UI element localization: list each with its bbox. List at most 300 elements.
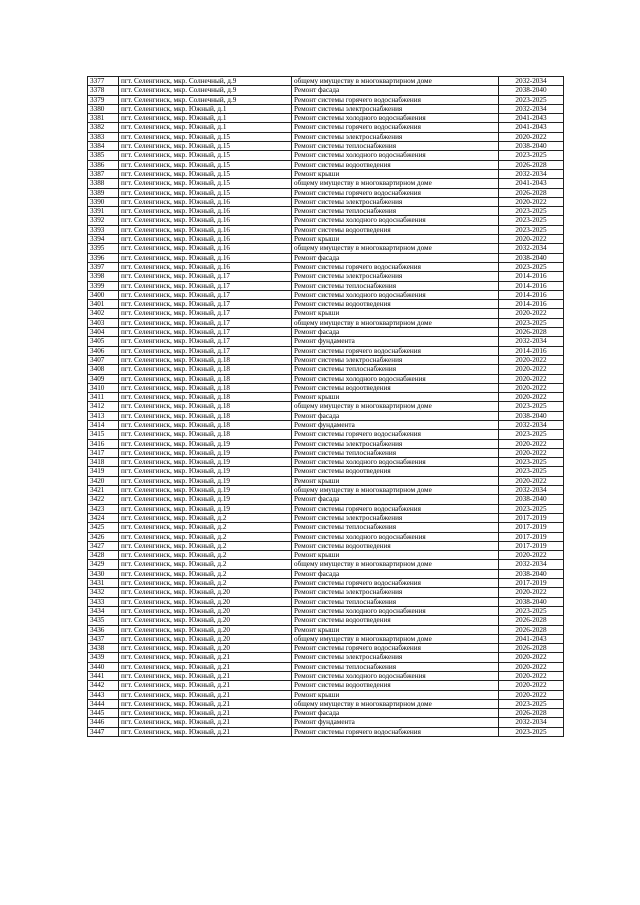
period-cell: 2023-2025 bbox=[499, 216, 564, 225]
work-type-cell: Ремонт системы электроснабжения bbox=[292, 132, 499, 141]
address-cell: пгт. Селенгинск, мкр. Южный, д.18 bbox=[119, 383, 292, 392]
work-type-cell: Ремонт крыши bbox=[292, 625, 499, 634]
period-cell: 2020-2022 bbox=[499, 393, 564, 402]
work-type-cell: Ремонт фасада bbox=[292, 569, 499, 578]
table-row bbox=[88, 290, 564, 299]
row-number-cell: 3446 bbox=[88, 718, 119, 727]
address-cell: пгт. Селенгинск, мкр. Южный, д.20 bbox=[119, 597, 292, 606]
address-cell: пгт. Селенгинск, мкр. Южный, д.15 bbox=[119, 179, 292, 188]
work-type-cell: Ремонт крыши bbox=[292, 690, 499, 699]
period-cell: 2038-2040 bbox=[499, 142, 564, 151]
work-type-cell: Ремонт фасада bbox=[292, 495, 499, 504]
table-row bbox=[88, 207, 564, 216]
address-cell: пгт. Селенгинск, мкр. Солнечный, д.9 bbox=[119, 95, 292, 104]
work-type-cell: Ремонт системы водоотведения bbox=[292, 160, 499, 169]
address-cell: пгт. Селенгинск, мкр. Южный, д.15 bbox=[119, 132, 292, 141]
address-cell: пгт. Селенгинск, мкр. Южный, д.19 bbox=[119, 486, 292, 495]
address-cell: пгт. Селенгинск, мкр. Южный, д.2 bbox=[119, 569, 292, 578]
row-number-cell: 3437 bbox=[88, 634, 119, 643]
work-type-cell: Ремонт системы водоотведения bbox=[292, 300, 499, 309]
row-number-cell: 3445 bbox=[88, 709, 119, 718]
period-cell: 2020-2022 bbox=[499, 374, 564, 383]
row-number-cell: 3406 bbox=[88, 346, 119, 355]
address-cell: пгт. Селенгинск, мкр. Южный, д.18 bbox=[119, 430, 292, 439]
work-type-cell: общему имуществу в многоквартирном доме bbox=[292, 77, 499, 86]
work-type-cell: Ремонт фундамента bbox=[292, 718, 499, 727]
period-cell: 2038-2040 bbox=[499, 597, 564, 606]
period-cell: 2014-2016 bbox=[499, 272, 564, 281]
period-cell: 2032-2034 bbox=[499, 337, 564, 346]
work-type-cell: Ремонт фасада bbox=[292, 253, 499, 262]
table-row bbox=[88, 132, 564, 141]
period-cell: 2020-2022 bbox=[499, 355, 564, 364]
address-cell: пгт. Селенгинск, мкр. Южный, д.21 bbox=[119, 681, 292, 690]
period-cell: 2020-2022 bbox=[499, 383, 564, 392]
table-row bbox=[88, 235, 564, 244]
table-row bbox=[88, 606, 564, 615]
work-type-cell: Ремонт системы горячего водоснабжения bbox=[292, 430, 499, 439]
address-cell: пгт. Селенгинск, мкр. Южный, д.21 bbox=[119, 699, 292, 708]
address-cell: пгт. Селенгинск, мкр. Южный, д.15 bbox=[119, 142, 292, 151]
table-row bbox=[88, 495, 564, 504]
work-type-cell: Ремонт системы холодного водоснабжения bbox=[292, 374, 499, 383]
address-cell: пгт. Селенгинск, мкр. Южный, д.19 bbox=[119, 467, 292, 476]
address-cell: пгт. Селенгинск, мкр. Южный, д.18 bbox=[119, 365, 292, 374]
address-cell: пгт. Селенгинск, мкр. Южный, д.16 bbox=[119, 216, 292, 225]
table-row bbox=[88, 681, 564, 690]
period-cell: 2020-2022 bbox=[499, 662, 564, 671]
address-cell: пгт. Селенгинск, мкр. Южный, д.15 bbox=[119, 151, 292, 160]
work-type-cell: Ремонт системы электроснабжения bbox=[292, 439, 499, 448]
work-type-cell: Ремонт фундамента bbox=[292, 337, 499, 346]
table-row bbox=[88, 244, 564, 253]
row-number-cell: 3420 bbox=[88, 476, 119, 485]
address-cell: пгт. Селенгинск, мкр. Южный, д.16 bbox=[119, 235, 292, 244]
row-number-cell: 3417 bbox=[88, 448, 119, 457]
work-type-cell: Ремонт фасада bbox=[292, 709, 499, 718]
row-number-cell: 3396 bbox=[88, 253, 119, 262]
period-cell: 2020-2022 bbox=[499, 476, 564, 485]
address-cell: пгт. Селенгинск, мкр. Южный, д.19 bbox=[119, 448, 292, 457]
row-number-cell: 3423 bbox=[88, 504, 119, 513]
address-cell: пгт. Селенгинск, мкр. Южный, д.1 bbox=[119, 104, 292, 113]
address-cell: пгт. Селенгинск, мкр. Южный, д.2 bbox=[119, 560, 292, 569]
row-number-cell: 3390 bbox=[88, 197, 119, 206]
address-cell: пгт. Селенгинск, мкр. Южный, д.2 bbox=[119, 579, 292, 588]
table-row bbox=[88, 355, 564, 364]
address-cell: пгт. Селенгинск, мкр. Южный, д.1 bbox=[119, 114, 292, 123]
period-cell: 2032-2034 bbox=[499, 560, 564, 569]
period-cell: 2020-2022 bbox=[499, 588, 564, 597]
row-number-cell: 3399 bbox=[88, 281, 119, 290]
table-row bbox=[88, 625, 564, 634]
address-cell: пгт. Селенгинск, мкр. Южный, д.18 bbox=[119, 420, 292, 429]
row-number-cell: 3415 bbox=[88, 430, 119, 439]
work-type-cell: Ремонт системы теплоснабжения bbox=[292, 281, 499, 290]
table-row bbox=[88, 77, 564, 86]
period-cell: 2017-2019 bbox=[499, 532, 564, 541]
table-row bbox=[88, 513, 564, 522]
period-cell: 2032-2034 bbox=[499, 486, 564, 495]
work-type-cell: Ремонт системы электроснабжения bbox=[292, 272, 499, 281]
row-number-cell: 3414 bbox=[88, 420, 119, 429]
address-cell: пгт. Селенгинск, мкр. Южный, д.20 bbox=[119, 625, 292, 634]
table-row bbox=[88, 272, 564, 281]
row-number-cell: 3383 bbox=[88, 132, 119, 141]
address-cell: пгт. Селенгинск, мкр. Южный, д.17 bbox=[119, 309, 292, 318]
table-row bbox=[88, 365, 564, 374]
work-type-cell: Ремонт системы холодного водоснабжения bbox=[292, 216, 499, 225]
row-number-cell: 3401 bbox=[88, 300, 119, 309]
period-cell: 2032-2034 bbox=[499, 718, 564, 727]
period-cell: 2041-2043 bbox=[499, 634, 564, 643]
address-cell: пгт. Селенгинск, мкр. Южный, д.20 bbox=[119, 606, 292, 615]
address-cell: пгт. Селенгинск, мкр. Южный, д.21 bbox=[119, 727, 292, 736]
row-number-cell: 3424 bbox=[88, 513, 119, 522]
work-type-cell: Ремонт системы теплоснабжения bbox=[292, 448, 499, 457]
address-cell: пгт. Селенгинск, мкр. Южный, д.21 bbox=[119, 718, 292, 727]
period-cell: 2020-2022 bbox=[499, 235, 564, 244]
period-cell: 2017-2019 bbox=[499, 513, 564, 522]
row-number-cell: 3410 bbox=[88, 383, 119, 392]
period-cell: 2038-2040 bbox=[499, 86, 564, 95]
table-row bbox=[88, 169, 564, 178]
row-number-cell: 3377 bbox=[88, 77, 119, 86]
period-cell: 2026-2028 bbox=[499, 328, 564, 337]
period-cell: 2017-2019 bbox=[499, 579, 564, 588]
address-cell: пгт. Селенгинск, мкр. Южный, д.17 bbox=[119, 346, 292, 355]
address-cell: пгт. Селенгинск, мкр. Южный, д.21 bbox=[119, 672, 292, 681]
table-row bbox=[88, 160, 564, 169]
work-type-cell: общему имуществу в многоквартирном доме bbox=[292, 634, 499, 643]
work-type-cell: Ремонт системы электроснабжения bbox=[292, 197, 499, 206]
row-number-cell: 3391 bbox=[88, 207, 119, 216]
work-type-cell: Ремонт системы водоотведения bbox=[292, 383, 499, 392]
work-type-cell: Ремонт системы электроснабжения bbox=[292, 355, 499, 364]
row-number-cell: 3434 bbox=[88, 606, 119, 615]
row-number-cell: 3425 bbox=[88, 523, 119, 532]
row-number-cell: 3435 bbox=[88, 616, 119, 625]
period-cell: 2023-2025 bbox=[499, 207, 564, 216]
table-row bbox=[88, 420, 564, 429]
row-number-cell: 3400 bbox=[88, 290, 119, 299]
table-row bbox=[88, 616, 564, 625]
period-cell: 2041-2043 bbox=[499, 123, 564, 132]
work-type-cell: общему имуществу в многоквартирном доме bbox=[292, 318, 499, 327]
work-type-cell: Ремонт системы холодного водоснабжения bbox=[292, 151, 499, 160]
period-cell: 2023-2025 bbox=[499, 95, 564, 104]
table-row bbox=[88, 300, 564, 309]
row-number-cell: 3392 bbox=[88, 216, 119, 225]
address-cell: пгт. Селенгинск, мкр. Южный, д.19 bbox=[119, 504, 292, 513]
work-type-cell: общему имуществу в многоквартирном доме bbox=[292, 244, 499, 253]
work-type-cell: Ремонт системы теплоснабжения bbox=[292, 365, 499, 374]
table-row bbox=[88, 346, 564, 355]
period-cell: 2023-2025 bbox=[499, 262, 564, 271]
work-type-cell: Ремонт фасада bbox=[292, 328, 499, 337]
period-cell: 2023-2025 bbox=[499, 606, 564, 615]
table-row bbox=[88, 142, 564, 151]
table-row bbox=[88, 86, 564, 95]
table-row bbox=[88, 476, 564, 485]
period-cell: 2038-2040 bbox=[499, 411, 564, 420]
table-row bbox=[88, 699, 564, 708]
address-cell: пгт. Селенгинск, мкр. Солнечный, д.9 bbox=[119, 77, 292, 86]
table-row bbox=[88, 225, 564, 234]
work-type-cell: Ремонт системы горячего водоснабжения bbox=[292, 644, 499, 653]
address-cell: пгт. Селенгинск, мкр. Южный, д.19 bbox=[119, 495, 292, 504]
table-row bbox=[88, 672, 564, 681]
row-number-cell: 3404 bbox=[88, 328, 119, 337]
address-cell: пгт. Селенгинск, мкр. Южный, д.18 bbox=[119, 355, 292, 364]
row-number-cell: 3389 bbox=[88, 188, 119, 197]
work-type-cell: Ремонт системы горячего водоснабжения bbox=[292, 727, 499, 736]
period-cell: 2032-2034 bbox=[499, 420, 564, 429]
row-number-cell: 3436 bbox=[88, 625, 119, 634]
row-number-cell: 3427 bbox=[88, 541, 119, 550]
address-cell: пгт. Селенгинск, мкр. Южный, д.21 bbox=[119, 653, 292, 662]
row-number-cell: 3380 bbox=[88, 104, 119, 113]
period-cell: 2038-2040 bbox=[499, 569, 564, 578]
work-type-cell: Ремонт системы электроснабжения bbox=[292, 653, 499, 662]
row-number-cell: 3432 bbox=[88, 588, 119, 597]
table-row bbox=[88, 486, 564, 495]
address-cell: пгт. Селенгинск, мкр. Южный, д.2 bbox=[119, 541, 292, 550]
row-number-cell: 3412 bbox=[88, 402, 119, 411]
row-number-cell: 3393 bbox=[88, 225, 119, 234]
row-number-cell: 3388 bbox=[88, 179, 119, 188]
table-row bbox=[88, 411, 564, 420]
row-number-cell: 3397 bbox=[88, 262, 119, 271]
table-row bbox=[88, 216, 564, 225]
row-number-cell: 3385 bbox=[88, 151, 119, 160]
row-number-cell: 3443 bbox=[88, 690, 119, 699]
row-number-cell: 3407 bbox=[88, 355, 119, 364]
period-cell: 2014-2016 bbox=[499, 290, 564, 299]
row-number-cell: 3422 bbox=[88, 495, 119, 504]
table-row bbox=[88, 560, 564, 569]
period-cell: 2041-2043 bbox=[499, 179, 564, 188]
period-cell: 2020-2022 bbox=[499, 672, 564, 681]
work-type-cell: Ремонт системы горячего водоснабжения bbox=[292, 504, 499, 513]
period-cell: 2023-2025 bbox=[499, 225, 564, 234]
row-number-cell: 3378 bbox=[88, 86, 119, 95]
table-row bbox=[88, 727, 564, 736]
row-number-cell: 3408 bbox=[88, 365, 119, 374]
row-number-cell: 3411 bbox=[88, 393, 119, 402]
period-cell: 2026-2028 bbox=[499, 160, 564, 169]
table-row bbox=[88, 523, 564, 532]
work-type-cell: Ремонт системы горячего водоснабжения bbox=[292, 188, 499, 197]
row-number-cell: 3442 bbox=[88, 681, 119, 690]
work-type-cell: Ремонт крыши bbox=[292, 169, 499, 178]
row-number-cell: 3438 bbox=[88, 644, 119, 653]
period-cell: 2023-2025 bbox=[499, 699, 564, 708]
table-row bbox=[88, 179, 564, 188]
row-number-cell: 3439 bbox=[88, 653, 119, 662]
work-type-cell: общему имуществу в многоквартирном доме bbox=[292, 402, 499, 411]
period-cell: 2026-2028 bbox=[499, 644, 564, 653]
work-type-cell: Ремонт крыши bbox=[292, 393, 499, 402]
table-row bbox=[88, 653, 564, 662]
work-type-cell: общему имуществу в многоквартирном доме bbox=[292, 560, 499, 569]
work-type-cell: Ремонт фундамента bbox=[292, 420, 499, 429]
address-cell: пгт. Селенгинск, мкр. Южный, д.15 bbox=[119, 188, 292, 197]
work-type-cell: Ремонт системы холодного водоснабжения bbox=[292, 114, 499, 123]
row-number-cell: 3387 bbox=[88, 169, 119, 178]
work-type-cell: Ремонт системы водоотведения bbox=[292, 225, 499, 234]
table-row bbox=[88, 374, 564, 383]
table-row bbox=[88, 188, 564, 197]
address-cell: пгт. Селенгинск, мкр. Южный, д.16 bbox=[119, 197, 292, 206]
table-row bbox=[88, 448, 564, 457]
table-row bbox=[88, 551, 564, 560]
table-row bbox=[88, 123, 564, 132]
row-number-cell: 3444 bbox=[88, 699, 119, 708]
row-number-cell: 3447 bbox=[88, 727, 119, 736]
period-cell: 2020-2022 bbox=[499, 448, 564, 457]
table-row bbox=[88, 579, 564, 588]
period-cell: 2026-2028 bbox=[499, 709, 564, 718]
address-cell: пгт. Селенгинск, мкр. Южный, д.19 bbox=[119, 476, 292, 485]
address-cell: пгт. Селенгинск, мкр. Южный, д.2 bbox=[119, 551, 292, 560]
table-row bbox=[88, 662, 564, 671]
address-cell: пгт. Селенгинск, мкр. Южный, д.17 bbox=[119, 290, 292, 299]
row-number-cell: 3440 bbox=[88, 662, 119, 671]
work-type-cell: Ремонт системы холодного водоснабжения bbox=[292, 290, 499, 299]
table-row bbox=[88, 467, 564, 476]
work-type-cell: Ремонт крыши bbox=[292, 551, 499, 560]
address-cell: пгт. Селенгинск, мкр. Южный, д.16 bbox=[119, 207, 292, 216]
work-type-cell: Ремонт системы водоотведения bbox=[292, 467, 499, 476]
period-cell: 2017-2019 bbox=[499, 541, 564, 550]
row-number-cell: 3413 bbox=[88, 411, 119, 420]
row-number-cell: 3379 bbox=[88, 95, 119, 104]
row-number-cell: 3395 bbox=[88, 244, 119, 253]
address-cell: пгт. Селенгинск, мкр. Южный, д.2 bbox=[119, 513, 292, 522]
table-row bbox=[88, 309, 564, 318]
table-row bbox=[88, 644, 564, 653]
address-cell: пгт. Селенгинск, мкр. Южный, д.19 bbox=[119, 439, 292, 448]
table-row bbox=[88, 597, 564, 606]
repair-schedule-body bbox=[88, 77, 564, 737]
row-number-cell: 3441 bbox=[88, 672, 119, 681]
row-number-cell: 3426 bbox=[88, 532, 119, 541]
period-cell: 2032-2034 bbox=[499, 244, 564, 253]
work-type-cell: Ремонт системы теплоснабжения bbox=[292, 662, 499, 671]
period-cell: 2023-2025 bbox=[499, 430, 564, 439]
period-cell: 2032-2034 bbox=[499, 169, 564, 178]
table-row bbox=[88, 588, 564, 597]
table-row bbox=[88, 458, 564, 467]
address-cell: пгт. Селенгинск, мкр. Южный, д.21 bbox=[119, 690, 292, 699]
work-type-cell: общему имуществу в многоквартирном доме bbox=[292, 179, 499, 188]
row-number-cell: 3428 bbox=[88, 551, 119, 560]
period-cell: 2023-2025 bbox=[499, 458, 564, 467]
table-row bbox=[88, 634, 564, 643]
address-cell: пгт. Селенгинск, мкр. Южный, д.18 bbox=[119, 374, 292, 383]
row-number-cell: 3429 bbox=[88, 560, 119, 569]
address-cell: пгт. Селенгинск, мкр. Южный, д.16 bbox=[119, 262, 292, 271]
table-row bbox=[88, 383, 564, 392]
address-cell: пгт. Селенгинск, мкр. Южный, д.15 bbox=[119, 169, 292, 178]
address-cell: пгт. Селенгинск, мкр. Южный, д.16 bbox=[119, 244, 292, 253]
address-cell: пгт. Селенгинск, мкр. Южный, д.1 bbox=[119, 123, 292, 132]
address-cell: пгт. Селенгинск, мкр. Южный, д.17 bbox=[119, 300, 292, 309]
table-row bbox=[88, 281, 564, 290]
period-cell: 2023-2025 bbox=[499, 727, 564, 736]
table-row bbox=[88, 504, 564, 513]
work-type-cell: Ремонт системы электроснабжения bbox=[292, 588, 499, 597]
row-number-cell: 3430 bbox=[88, 569, 119, 578]
row-number-cell: 3431 bbox=[88, 579, 119, 588]
table-row bbox=[88, 541, 564, 550]
work-type-cell: Ремонт системы холодного водоснабжения bbox=[292, 458, 499, 467]
work-type-cell: Ремонт системы теплоснабжения bbox=[292, 523, 499, 532]
address-cell: пгт. Селенгинск, мкр. Южный, д.17 bbox=[119, 281, 292, 290]
period-cell: 2014-2016 bbox=[499, 346, 564, 355]
address-cell: пгт. Селенгинск, мкр. Южный, д.19 bbox=[119, 458, 292, 467]
row-number-cell: 3403 bbox=[88, 318, 119, 327]
period-cell: 2026-2028 bbox=[499, 616, 564, 625]
period-cell: 2014-2016 bbox=[499, 300, 564, 309]
work-type-cell: Ремонт системы горячего водоснабжения bbox=[292, 346, 499, 355]
row-number-cell: 3416 bbox=[88, 439, 119, 448]
row-number-cell: 3433 bbox=[88, 597, 119, 606]
period-cell: 2038-2040 bbox=[499, 253, 564, 262]
period-cell: 2020-2022 bbox=[499, 653, 564, 662]
row-number-cell: 3405 bbox=[88, 337, 119, 346]
period-cell: 2026-2028 bbox=[499, 188, 564, 197]
work-type-cell: Ремонт системы горячего водоснабжения bbox=[292, 579, 499, 588]
period-cell: 2026-2028 bbox=[499, 625, 564, 634]
period-cell: 2023-2025 bbox=[499, 402, 564, 411]
row-number-cell: 3381 bbox=[88, 114, 119, 123]
address-cell: пгт. Селенгинск, мкр. Южный, д.17 bbox=[119, 337, 292, 346]
work-type-cell: Ремонт системы горячего водоснабжения bbox=[292, 262, 499, 271]
address-cell: пгт. Селенгинск, мкр. Южный, д.18 bbox=[119, 411, 292, 420]
work-type-cell: Ремонт системы водоотведения bbox=[292, 541, 499, 550]
table-row bbox=[88, 95, 564, 104]
period-cell: 2041-2043 bbox=[499, 114, 564, 123]
table-row bbox=[88, 262, 564, 271]
address-cell: пгт. Селенгинск, мкр. Южный, д.17 bbox=[119, 318, 292, 327]
work-type-cell: Ремонт системы горячего водоснабжения bbox=[292, 95, 499, 104]
period-cell: 2023-2025 bbox=[499, 467, 564, 476]
period-cell: 2023-2025 bbox=[499, 504, 564, 513]
work-type-cell: Ремонт системы холодного водоснабжения bbox=[292, 672, 499, 681]
work-type-cell: Ремонт системы водоотведения bbox=[292, 681, 499, 690]
work-type-cell: Ремонт системы холодного водоснабжения bbox=[292, 532, 499, 541]
row-number-cell: 3402 bbox=[88, 309, 119, 318]
period-cell: 2020-2022 bbox=[499, 197, 564, 206]
table-row bbox=[88, 197, 564, 206]
address-cell: пгт. Селенгинск, мкр. Южный, д.2 bbox=[119, 523, 292, 532]
row-number-cell: 3398 bbox=[88, 272, 119, 281]
work-type-cell: Ремонт крыши bbox=[292, 309, 499, 318]
table-row bbox=[88, 439, 564, 448]
work-type-cell: общему имуществу в многоквартирном доме bbox=[292, 486, 499, 495]
table-row bbox=[88, 690, 564, 699]
work-type-cell: Ремонт фасада bbox=[292, 86, 499, 95]
row-number-cell: 3419 bbox=[88, 467, 119, 476]
work-type-cell: Ремонт системы холодного водоснабжения bbox=[292, 606, 499, 615]
table-row bbox=[88, 402, 564, 411]
address-cell: пгт. Селенгинск, мкр. Южный, д.21 bbox=[119, 662, 292, 671]
work-type-cell: Ремонт системы горячего водоснабжения bbox=[292, 123, 499, 132]
period-cell: 2020-2022 bbox=[499, 132, 564, 141]
address-cell: пгт. Селенгинск, мкр. Южный, д.18 bbox=[119, 402, 292, 411]
